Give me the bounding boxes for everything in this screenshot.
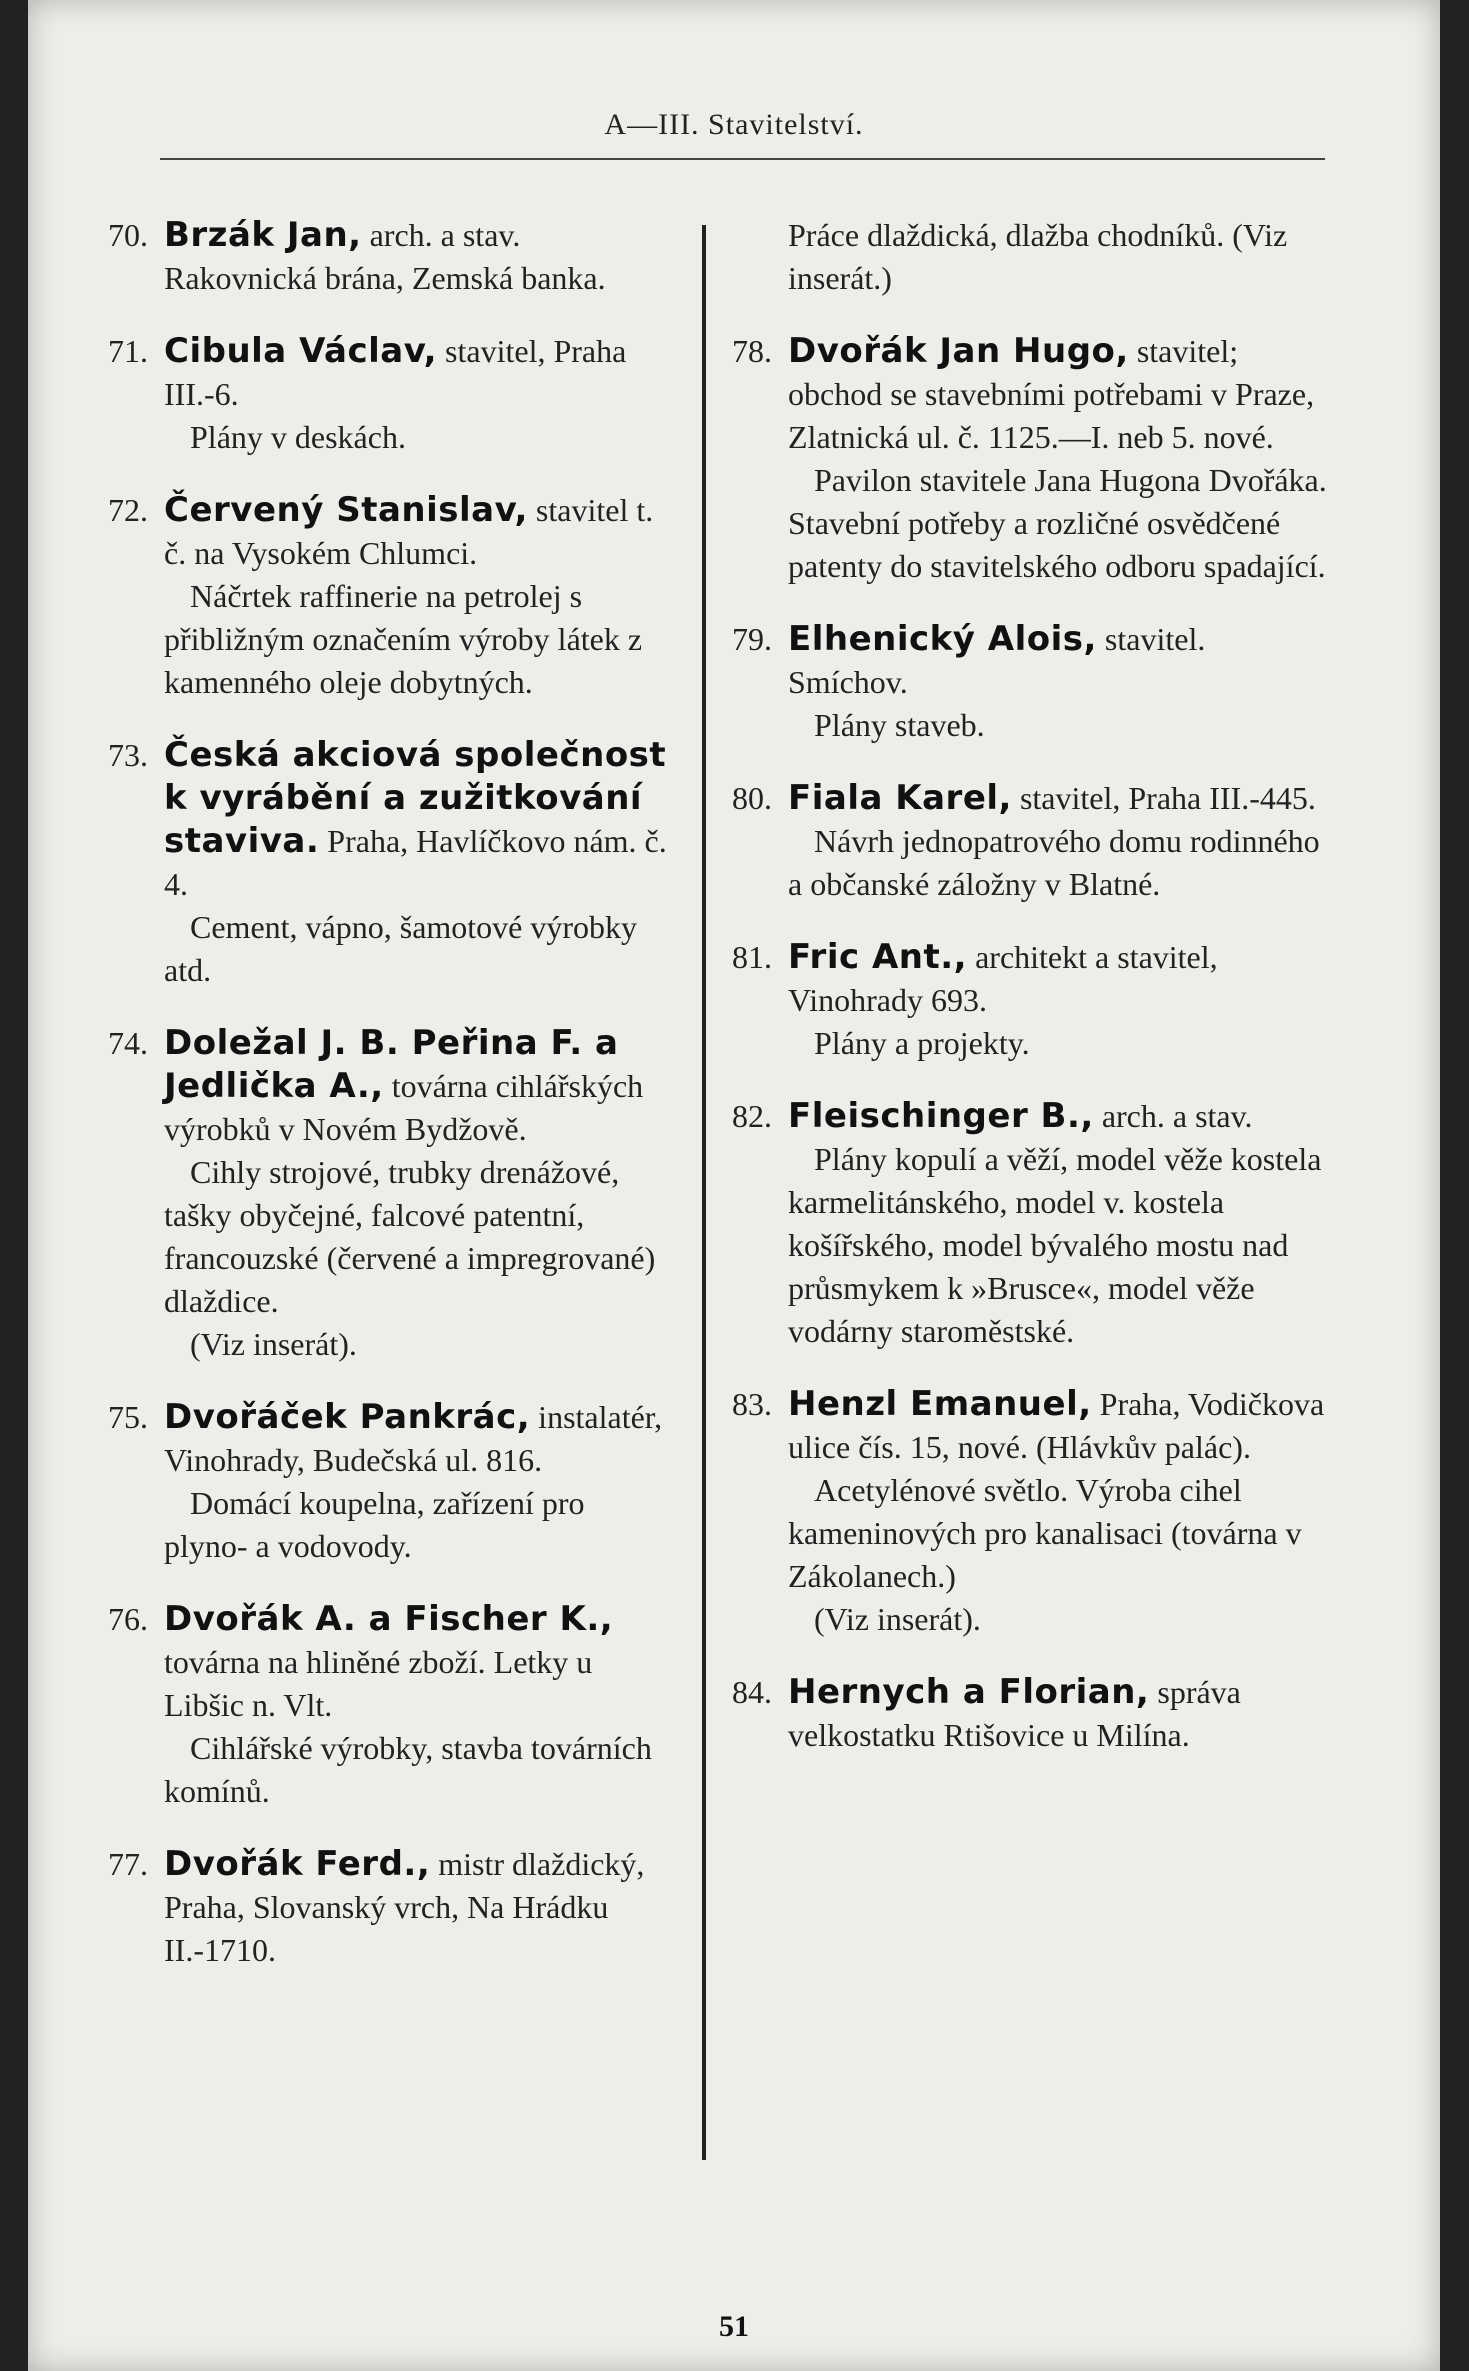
entry-text: stavitel t. č. na Vysokém Chlumci. [164,492,654,571]
page-number: 51 [719,2310,749,2343]
entry-name: Doležal J. B. Peřina F. a Jedlička A., [164,1023,619,1106]
entry-71: 71. Cibula Václav, stavitel, Praha III.-6. Plány v deskách. [108,330,668,459]
entry-desc: Plány kopulí a věží, model věže kostela karmelitánského, model v. kostela košířského, model bývalého mostu nad průsmykem k »Brusce«, model věže vodárny staroměstské. [788,1141,1322,1349]
left-column [108,214,668,2002]
entry-desc: Cihlářské výrobky, stavba továrních komínů. [164,1730,652,1809]
entry-76: 76. Dvořák A. a Fischer K., továrna na hliněné zboží. Letky u Libšic n. Vlt. Cihlářské výrobky, stavba továrních komínů. [108,1598,668,1813]
entry-name: Dvořáček Pankrác, [164,1397,531,1437]
header-rule [160,158,1325,160]
entry-text: Praha, Vodičkova ulice čís. 15, nové. (Hlávkův palác). [788,1386,1325,1465]
entry-74: 74. Doležal J. B. Peřina F. a Jedlička A., továrna cihlářských výrobků v Novém Bydžově. Cihly strojové, trubky drenážové, tašky obyčejné, falcové patentní, francouzské (červené a impregrované) dlaždice. (Viz inserát). [108,1022,668,1366]
entry-text: stavitel. Smíchov. [788,621,1206,700]
entry-desc: Acetylénové světlo. Výroba cihel kameninových pro kanalisaci (továrna v Zákolanech.) [788,1472,1302,1594]
entry-80: 80. Fiala Karel, stavitel, Praha III.-445. Návrh jednopatrového domu rodinného a občanské záložny v Blatné. [732,777,1332,906]
entry-name: Fiala Karel, [788,778,1012,818]
entry-72: 72. Červený Stanislav, stavitel t. č. na Vysokém Chlumci. Náčrtek raffinerie na petrolej s přibližným označením výroby látek z kamenného oleje dobytných. [108,489,668,704]
entry-name: Červený Stanislav, [164,490,528,530]
entry-text: arch. a stav. [1101,1098,1253,1134]
entry-70: 70. Brzák Jan, arch. a stav. Rakovnická brána, Zemská banka. [108,215,606,296]
entry-text: arch. a stav. Rakovnická brána, Zemská banka. [164,217,606,296]
entry-text: architekt a stavitel, Vinohrady 693. [788,939,1218,1018]
entry-81: 81. Fric Ant., architekt a stavitel, Vinohrady 693. Plány a projekty. [732,936,1332,1065]
right-column [732,214,1332,1787]
entry-text: mistr dlaždický, Praha, Slovanský vrch, Na Hrádku II.-1710. [164,1846,645,1968]
entry-75: 75. Dvořáček Pankrác, instalatér, Vinohrady, Budečská ul. 816. Domácí koupelna, zařízení pro plyno- a vodovody. [108,1396,668,1568]
entry-name: Fleischinger B., [788,1096,1094,1136]
entry-desc: Pavilon stavitele Jana Hugona Dvořáka. Stavební potřeby a rozličné osvědčené patenty do stavitelského odboru spadající. [788,462,1327,584]
entry-text: stavitel; obchod se stavebními potřebami v Praze, Zlatnická ul. č. 1125.—I. neb 5. nové. [788,333,1315,455]
entry-text: Praha, Havlíčkovo nám. č. 4. [164,823,667,902]
entry-name: Cibula Václav, [164,331,438,371]
page-header: A—III. Stavitelství. [604,108,864,141]
entry-desc: Plány a projekty. [814,1025,1030,1061]
entry-name: Dvořák Jan Hugo, [788,331,1129,371]
entry-name: Henzl Emanuel, [788,1384,1092,1424]
entry-name: Fric Ant., [788,937,968,977]
entry-name: Hernych a Florian, [788,1672,1150,1712]
entry-desc: Cihly strojové, trubky drenážové, tašky obyčejné, falcové patentní, francouzské (červené a impregrované) dlaždice. [164,1154,656,1319]
entry-text: stavitel, Praha III.-445. [1019,780,1316,816]
entry-desc: Plány v deskách. [190,419,406,455]
entry-77-continued [732,214,1332,300]
entry-desc: Náčrtek raffinerie na petrolej s přibližným označením výroby látek z kamenného oleje dobytných. [164,578,643,700]
entry-text: stavitel, Praha III.-6. [164,333,627,412]
entry-text: instalatér, Vinohrady, Budečská ul. 816. [164,1399,663,1478]
entry-desc: Práce dlaždická, dlažba chodníků. (Viz inserát.) [788,217,1288,296]
entry-83: 83. Henzl Emanuel, Praha, Vodičkova ulice čís. 15, nové. (Hlávkův palác). Acetylénové světlo. Výroba cihel kameninových pro kanalisaci (továrna v Zákolanech.) (Viz inserát). [732,1383,1332,1641]
entry-desc: Návrh jednopatrového domu rodinného a občanské záložny v Blatné. [788,823,1320,902]
column-divider [702,225,706,2160]
entry-text: továrna na hliněné zboží. Letky u Libšic n. Vlt. [164,1644,593,1723]
entry-79: 79. Elhenický Alois, stavitel. Smíchov. Plány staveb. [732,618,1332,747]
entry-insert-note: (Viz inserát). [814,1601,981,1637]
entry-78: 78. Dvořák Jan Hugo, stavitel; obchod se stavebními potřebami v Praze, Zlatnická ul. č. 1125.—I. neb 5. nové. Pavilon stavitele Jana Hugona Dvořáka. Stavební potřeby a rozličné osvědčené patenty do stavitelského odboru spadající. [732,330,1332,588]
entry-desc: Domácí koupelna, zařízení pro plyno- a vodovody. [164,1485,585,1564]
entry-desc: Plány staveb. [814,707,985,743]
entry-text: továrna cihlářských výrobků v Novém Bydžově. [164,1068,644,1147]
entry-insert-note: (Viz inserát). [190,1326,357,1362]
entry-73: 73. Česká akciová společnost k vyrábění a zužitkování staviva. Praha, Havlíčkovo nám. č. 4. Cement, vápno, šamotové výrobky atd. [108,734,668,992]
entry-desc: Cement, vápno, šamotové výrobky atd. [164,909,638,988]
entry-77: 77. Dvořák Ferd., mistr dlaždický, Praha, Slovanský vrch, Na Hrádku II.-1710. [108,1844,645,1968]
entry-text: správa velkostatku Rtišovice u Milína. [788,1674,1241,1753]
entry-name: Elhenický Alois, [788,619,1097,659]
entry-name: Brzák Jan, [164,215,362,255]
entry-name: Dvořák A. a Fischer K., [164,1599,614,1639]
entry-82: 82. Fleischinger B., arch. a stav. Plány kopulí a věží, model věže kostela karmelitánského, model v. kostela košířského, model bývalého mostu nad průsmykem k »Brusce«, model věže vodárny staroměstské. [732,1095,1332,1353]
entry-84: 84. Hernych a Florian, správa velkostatku Rtišovice u Milína. [732,1672,1241,1753]
entry-name: Dvořák Ferd., [164,1844,431,1884]
book-page [28,0,1440,2371]
entry-name: Česká akciová společnost k vyrábění a zužitkování staviva. [164,735,667,861]
